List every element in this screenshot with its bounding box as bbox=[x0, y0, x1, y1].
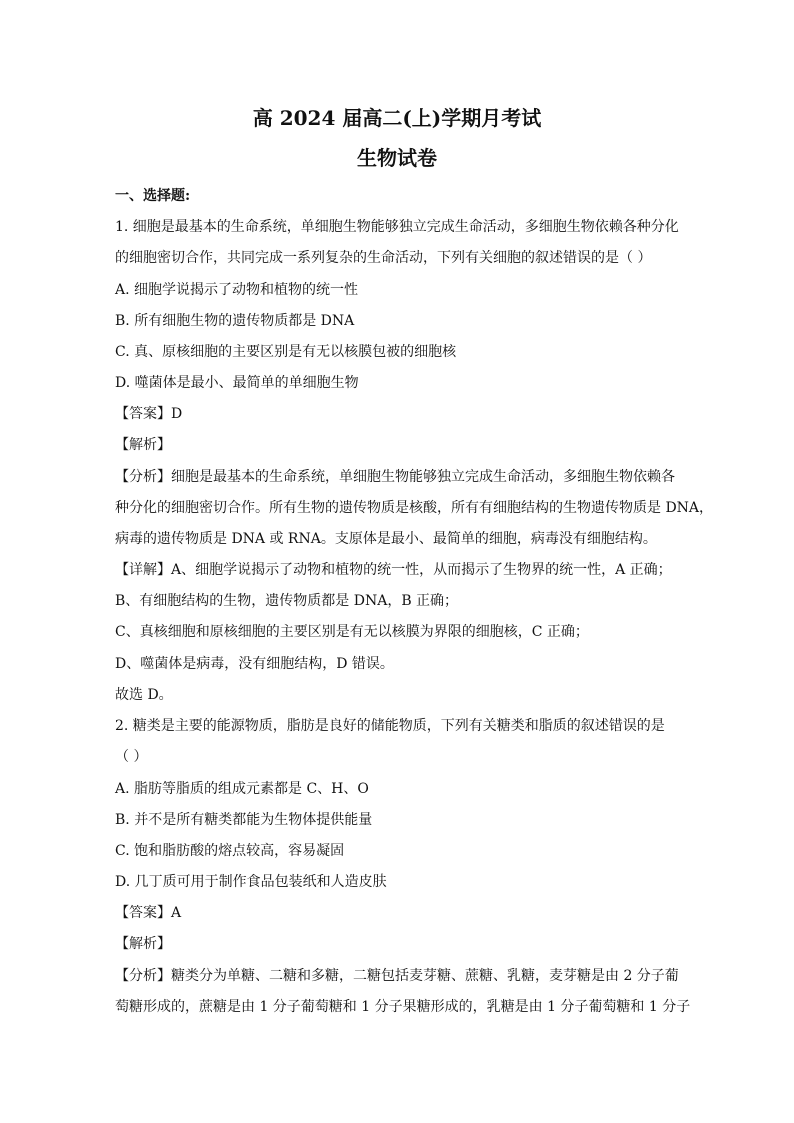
exam-subtitle: 生物试卷 bbox=[357, 146, 437, 170]
question-2-stem-line-2: （ ） bbox=[115, 749, 148, 765]
question-1-analysis-line: C、真核细胞和原核细胞的主要区别是有无以核膜为界限的细胞核，C 正确； bbox=[115, 624, 589, 640]
question-1-option-b: B. 所有细胞生物的遗传物质都是 DNA bbox=[115, 313, 355, 329]
question-2-answer: 【答案】A bbox=[115, 905, 182, 921]
question-2-analysis-line: 【分析】糖类分为单糖、二糖和多糖，二糖包括麦芽糖、蔗糖、乳糖，麦芽糖是由 2 分子葡 bbox=[115, 968, 679, 984]
question-1-option-c: C. 真、原核细胞的主要区别是有无以核膜包被的细胞核 bbox=[115, 344, 457, 360]
question-2-analysis-line: 萄糖形成的，蔗糖是由 1 分子葡萄糖和 1 分子果糖形成的，乳糖是由 1 分子葡萄糖和 1 分子 bbox=[115, 999, 691, 1015]
exam-title: 高 2024 届高二(上)学期月考试 bbox=[252, 106, 542, 130]
section-heading: 一、选择题: bbox=[115, 188, 191, 204]
question-1-analysis-line: 种分化的细胞密切合作。所有生物的遗传物质是核酸，所有有细胞结构的生物遗传物质是 DNA， bbox=[115, 500, 714, 516]
question-1-analysis-line: 病毒的遗传物质是 DNA 或 RNA。支原体是最小、最简单的细胞，病毒没有细胞结构。 bbox=[115, 531, 657, 547]
question-1-option-d: D. 噬菌体是最小、最简单的单细胞生物 bbox=[115, 375, 359, 391]
question-2-analysis-title: 【解析】 bbox=[115, 936, 171, 952]
question-1-option-a: A. 细胞学说揭示了动物和植物的统一性 bbox=[115, 282, 359, 298]
question-1-stem-line-1: 1. 细胞是最基本的生命系统，单细胞生物能够独立完成生命活动，多细胞生物依赖各种分化 bbox=[115, 219, 679, 235]
question-2-option-d: D. 几丁质可用于制作食品包装纸和人造皮肤 bbox=[115, 874, 387, 890]
question-1-analysis-line: D、噬菌体是病毒，没有细胞结构，D 错误。 bbox=[115, 656, 394, 672]
question-1-answer: 【答案】D bbox=[115, 406, 183, 422]
question-2-option-c: C. 饱和脂肪酸的熔点较高，容易凝固 bbox=[115, 843, 345, 859]
question-1-analysis-line: 【分析】细胞是最基本的生命系统，单细胞生物能够独立完成生命活动，多细胞生物依赖各 bbox=[115, 469, 675, 485]
question-1-analysis-line: B、有细胞结构的生物，遗传物质都是 DNA，B 正确； bbox=[115, 593, 459, 609]
question-1-conclusion: 故选 D。 bbox=[115, 687, 173, 703]
question-1-stem-line-2: 的细胞密切合作，共同完成一系列复杂的生命活动，下列有关细胞的叙述错误的是（ ） bbox=[115, 250, 652, 266]
question-2-option-b: B. 并不是所有糖类都能为生物体提供能量 bbox=[115, 812, 373, 828]
question-1-analysis-title: 【解析】 bbox=[115, 437, 171, 453]
question-1-analysis-line: 【详解】A、细胞学说揭示了动物和植物的统一性，从而揭示了生物界的统一性，A 正确； bbox=[115, 562, 672, 578]
question-2-stem-line-1: 2. 糖类是主要的能源物质，脂肪是良好的储能物质，下列有关糖类和脂质的叙述错误的是 bbox=[115, 718, 665, 734]
question-2-option-a: A. 脂肪等脂质的组成元素都是 C、H、O bbox=[115, 781, 369, 797]
